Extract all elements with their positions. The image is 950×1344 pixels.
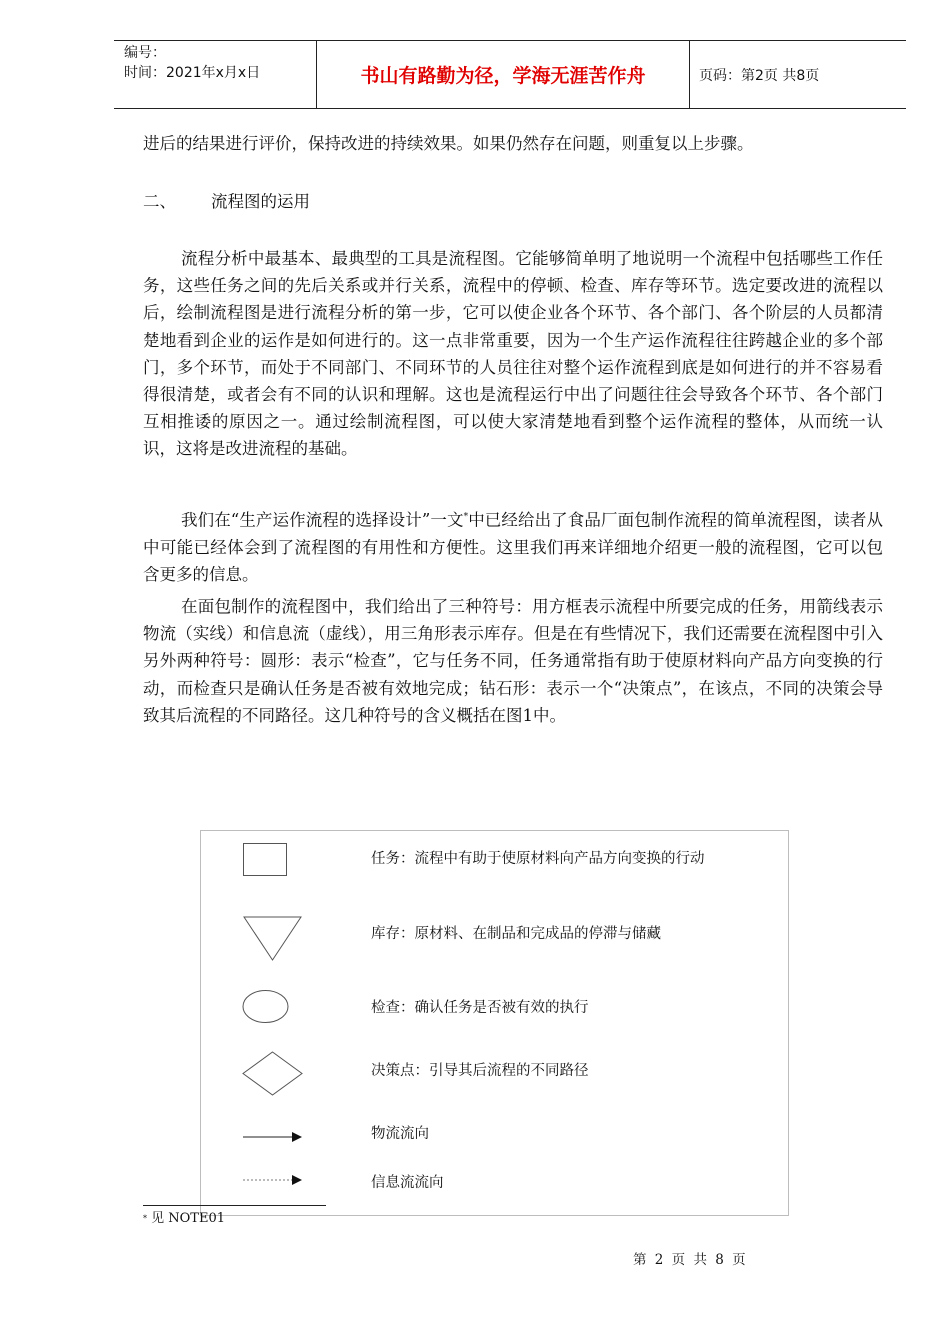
legend-item-information-flow: 信息流流向 xyxy=(371,1175,444,1191)
paragraph-flowchart-intro: 流程分析中最基本、最典型的工具是流程图。它能够简单明了地说明一个流程中包括哪些工作任务，这些任务之间的先后关系或并行关系，流程中的停顿、检查、库存等环节。选定要改进的流程以后，绘制流程图是进行流程分析的第一步，它可以使企业各个环节、各个部门、各个阶层的人员都清楚地看到企业的运作是如何进行的。这一点非常重要，因为一个生产运作流程往往跨越企业的多个部门，多个环节，而处于不同部门、不同环节的人员往往对整个运作流程到底是如何进行的并不容易看得很清楚，或者会有不同的认识和理解。这也是流程运行中出了问题往往会导致各个环节、各个部门互相推诿的原因之一。通过绘制流程图，可以使大家清楚地看到整个运作流程的整体，从而统一认识，这将是改进流程的基础。 xyxy=(143,249,883,459)
footnote xyxy=(143,1210,225,1228)
document-time-label: 时间：2021年x月x日 xyxy=(124,65,261,81)
header-motto: 书山有路勤为径，学海无涯苦作舟 xyxy=(316,41,690,108)
header-meta-cell xyxy=(114,41,316,108)
dashed-arrow-symbol-icon xyxy=(242,1172,304,1188)
solid-arrow-symbol-icon xyxy=(242,1129,304,1145)
paragraph-reference xyxy=(143,504,883,588)
page-header xyxy=(114,40,906,109)
footnote-divider xyxy=(143,1205,326,1206)
section-heading xyxy=(143,188,310,215)
page-footer: 第 2 页 共 8 页 xyxy=(633,1252,746,1268)
footnote-text: 见 NOTE01 xyxy=(151,1211,226,1226)
legend-item-decision: 决策点：引导其后流程的不同路径 xyxy=(371,1063,589,1079)
footnote-reference-mark: * xyxy=(463,512,469,522)
paragraph-symbols: 在面包制作的流程图中，我们给出了三种符号：用方框表示流程中所要完成的任务，用箭线表示物流（实线）和信息流（虚线），用三角形表示库存。但是在有些情况下，我们还需要在流程图中引入另外两种符号：圆形：表示“检查”，它与任务不同，任务通常指有助于使原材料向产品方向变换的行动，而检查只是确认任务是否被有效地完成；钻石形：表示一个“决策点”，在该点，不同的决策会导致其后流程的不同路径。这几种符号的含义概括在图1中。 xyxy=(143,597,883,725)
legend-item-task: 任务：流程中有助于使原材料向产品方向变换的行动 xyxy=(371,851,705,867)
paragraph-reference-text-a: 我们在“生产运作流程的选择设计”一文 xyxy=(181,510,464,530)
section-title: 流程图的运用 xyxy=(211,192,310,211)
legend-item-inventory: 库存：原材料、在制品和完成品的停滞与储藏 xyxy=(371,926,661,942)
document-number-label: 编号： xyxy=(124,45,166,61)
triangle-symbol-icon xyxy=(243,916,303,962)
footnote-mark: * xyxy=(143,1214,147,1223)
diamond-symbol-icon xyxy=(242,1051,304,1097)
rectangle-symbol-icon xyxy=(243,843,289,877)
paragraph-reference-text-b: 中已经给出了食品厂面包制作流程的简单流程图，读者从中可能已经体会到了流程图的有用性和方便性。这里我们再来详细地介绍更一般的流程图，它可以包含更多的信息。 xyxy=(143,510,884,584)
flowchart-symbol-legend xyxy=(200,830,789,1216)
legend-item-inspection: 检查：确认任务是否被有效的执行 xyxy=(371,1000,589,1016)
ellipse-symbol-icon xyxy=(242,989,290,1025)
continuation-paragraph: 进后的结果进行评价，保持改进的持续效果。如果仍然存在问题，则重复以上步骤。 xyxy=(143,134,754,153)
legend-item-material-flow: 物流流向 xyxy=(371,1126,429,1142)
header-page-info: 页码：第2页 共8页 xyxy=(699,67,820,84)
section-number: 二、 xyxy=(143,192,176,211)
